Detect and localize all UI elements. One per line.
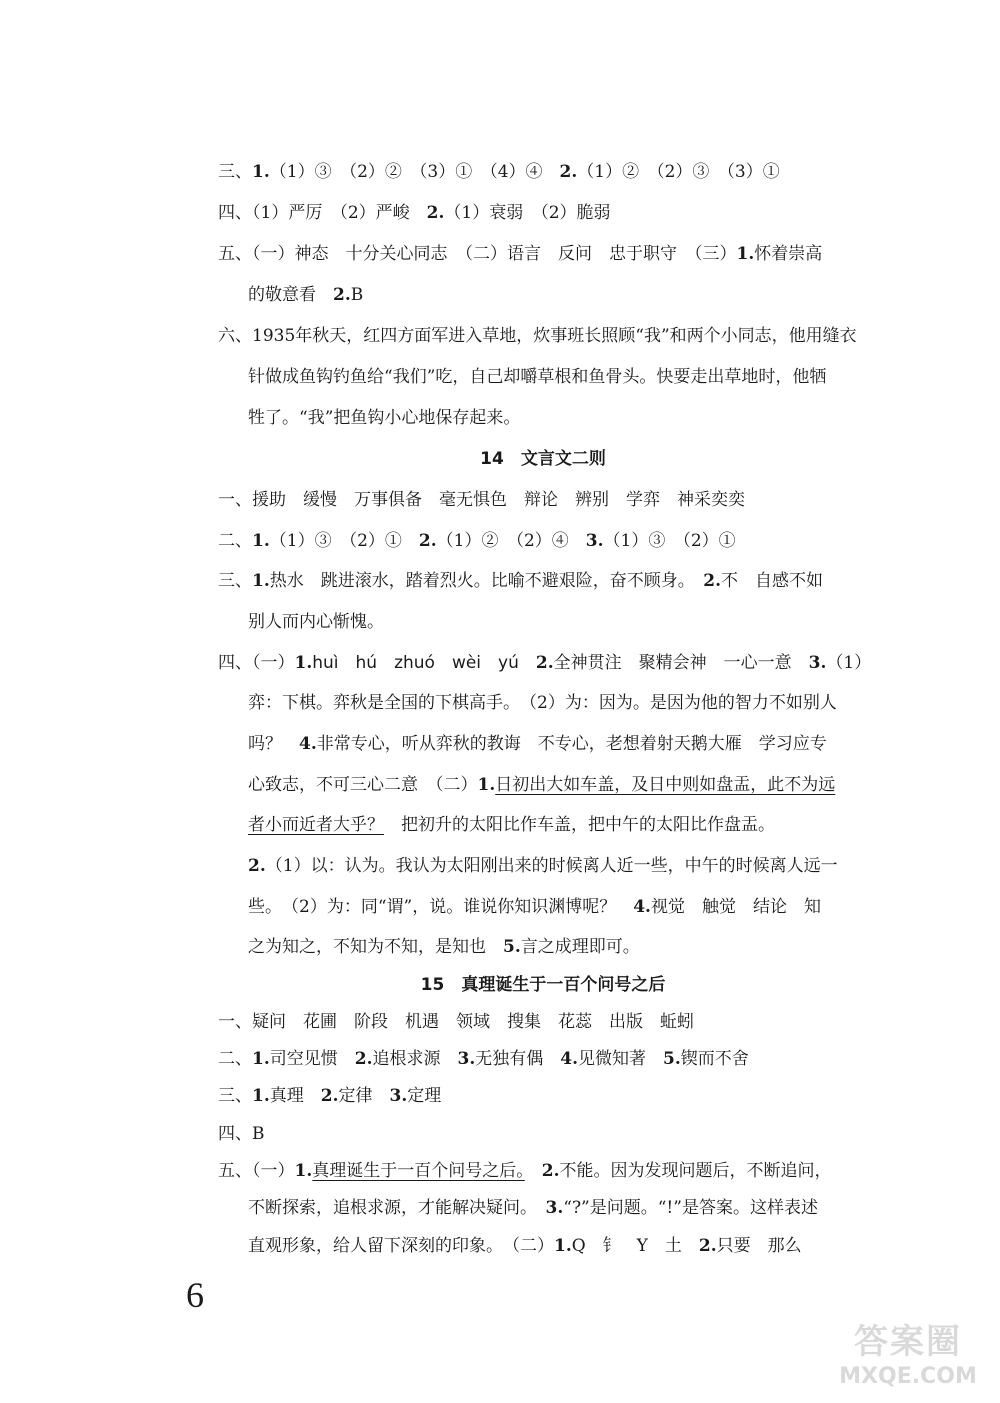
answer-line: 三、1.热水 跳进滚水，踏着烈火。比喻不避艰险，奋不顾身。 2.不 自感不如 (218, 571, 823, 591)
answer-line: 者小而近者大乎？ 把初升的太阳比作车盖，把中午的太阳比作盘盂。 (248, 815, 775, 835)
answer-line: 直观形象，给人留下深刻的印象。 （二）1.Q 钅 Y 土 2.只要 那么 (248, 1236, 802, 1256)
answer-line: 二、1.（1）③ （2）① 2.（1）② （2）④ 3.（1）③ （2）① (218, 531, 736, 551)
answer-line: 些。 （2）为：同“谓”，说。谁说你知识渊博呢？ 4.视觉 触觉 结论 知 (248, 897, 821, 917)
answer-line: 弈：下棋。弈秋是全国的下棋高手。 （2）为：因为。是因为他的智力不如别人 (248, 693, 837, 713)
section-title: 15 真理诞生于一百个问号之后 (420, 975, 666, 995)
answer-line: 牲了。“我”把鱼钩小心地保存起来。 (248, 408, 521, 428)
answer-line: 别人而内心惭愧。 (248, 612, 384, 632)
answer-line: 三、1.（1）③ （2）② （3）① （4）④ 2.（1）② （2）③ （3）① (218, 162, 780, 182)
watermark-logo: 答案圈 MXQE.COM (839, 1322, 977, 1389)
answer-line: 吗？ 4.非常专心，听从弈秋的教诲 不专心，老想着射天鹅大雁 学习应专 (248, 734, 827, 754)
answer-line: 三、1.真理 2.定律 3.定理 (218, 1086, 442, 1106)
answer-line: 四、B (218, 1124, 265, 1144)
answer-line: 针做成鱼钩钓鱼给“我们”吃，自己却嚼草根和鱼骨头。快要走出草地时，他牺 (248, 367, 827, 387)
answer-line: 的敬意看 2.B (248, 285, 364, 305)
answer-line: 六、1935年秋天，红四方面军进入草地，炊事班长照顾“我”和两个小同志，他用缝衣 (218, 326, 857, 346)
page-number: 6 (186, 1275, 204, 1315)
section-title: 14 文言文二则 (480, 449, 606, 469)
answer-line: 之为知之，不知为不知，是知也 5.言之成理即可。 (248, 937, 640, 957)
answer-line: 四、（一）1.huì hú zhuó wèi yú 2.全神贯注 聚精会神 一心一意 3.（1） (218, 653, 872, 673)
answer-line: 一、疑问 花圃 阶段 机遇 领域 搜集 花蕊 出版 蚯蚓 (218, 1012, 694, 1032)
answer-line: 五、（一）神态 十分关心同志 （二）语言 反问 忠于职守 （三）1.怀着崇高 (218, 244, 823, 264)
answer-line: 四、（1）严厉 （2）严峻 2.（1）衰弱 （2）脆弱 (218, 203, 611, 223)
answer-line: 一、援助 缓慢 万事俱备 毫无惧色 辩论 辨别 学弈 神采奕奕 (218, 490, 745, 510)
answer-line: 2.（1）以：认为。我认为太阳刚出来的时候离人近一些，中午的时候离人远一 (248, 856, 838, 876)
answer-line: 二、1.司空见惯 2.追根求源 3.无独有偶 4.见微知著 5.锲而不舍 (218, 1049, 749, 1069)
answer-line: 心致志，不可三心二意 （二）1.日初出大如车盖，及日中则如盘盂，此不为远 (248, 775, 836, 795)
answer-line: 五、（一）1.真理诞生于一百个问号之后。 2.不能。因为发现问题后，不断追问， (218, 1161, 832, 1181)
answer-line: 不断探索，追根求源，才能解决疑问。 3.“?”是问题。“!”是答案。这样表述 (248, 1198, 818, 1218)
